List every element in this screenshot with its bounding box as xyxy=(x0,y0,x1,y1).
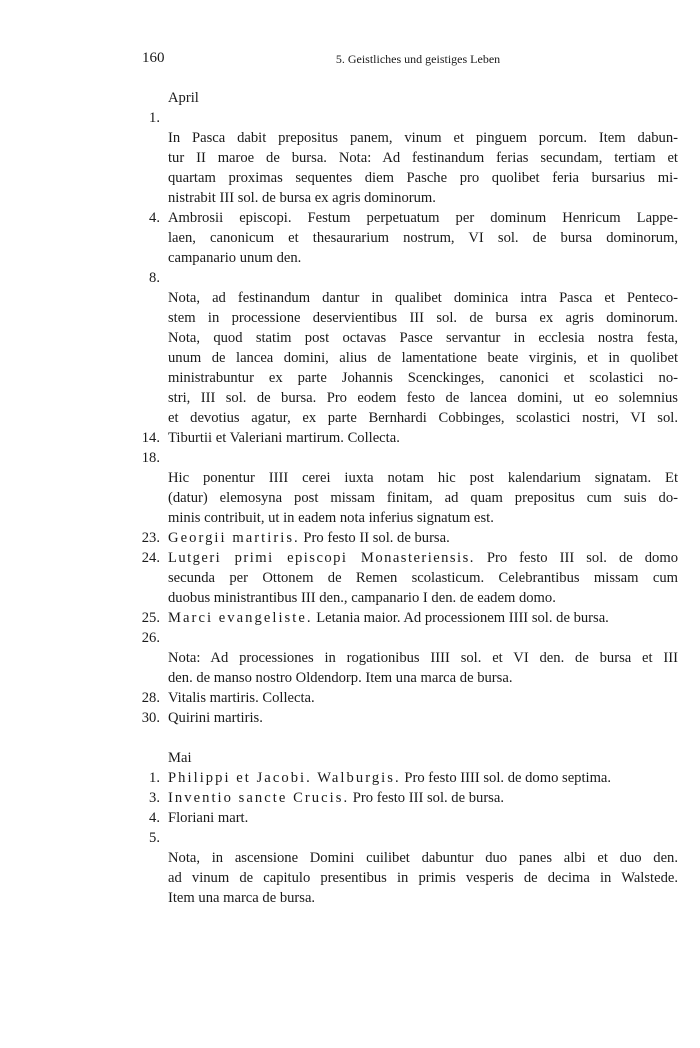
day-number: 8. xyxy=(149,270,160,286)
calendar-entry-april-23 xyxy=(138,528,678,548)
day-number: 4. xyxy=(149,210,160,226)
entry-line: Floriani mart. xyxy=(168,810,249,826)
calendar-entry-april-26 xyxy=(138,628,678,688)
day-number: 23. xyxy=(141,530,160,546)
entry-text: Pro festo IIII sol. de domo septima. xyxy=(400,770,612,786)
entry-line xyxy=(168,608,678,628)
entry-line: stem in processione deservientibus III sol. de bursa ex agris dominorum. xyxy=(168,310,678,326)
calendar-entry-april-24 xyxy=(138,548,678,608)
running-head: 5. Geistliches und geistiges Leben xyxy=(335,52,501,66)
entry-line: Tiburtii et Valeriani martirum. Collecta. xyxy=(168,430,400,446)
entry-line: nistrabit III sol. de bursa ex agris dominorum. xyxy=(168,190,436,206)
day-number: 5. xyxy=(149,830,160,846)
entry-line: ministrabuntur ex parte Johannis Scenckinges, canonici et scolastici no- xyxy=(168,370,678,386)
month-heading-april: April xyxy=(168,90,199,106)
entry-line: stri, III sol. de bursa. Pro eodem festo de lancea domini, ut eo solemnius xyxy=(168,390,678,406)
entry-line: unum de lancea domini, alius de lamentatione beate virginis, et in quolibet xyxy=(168,350,678,366)
month-heading-mai: Mai xyxy=(168,750,192,766)
entry-line: campanario unum den. xyxy=(168,250,302,266)
entry-line: duobus ministrantibus III den., campanario I den. de eadem domo. xyxy=(168,590,556,606)
entry-line: In Pasca dabit prepositus panem, vinum et pinguem porcum. Item dabun- xyxy=(168,130,678,146)
entry-line: minis contribuit, ut in eadem nota inferius signatum est. xyxy=(168,510,494,526)
entry-line xyxy=(168,788,678,808)
day-number: 1. xyxy=(149,110,160,126)
day-number: 18. xyxy=(141,450,160,466)
calendar-entry-april-1 xyxy=(138,108,678,208)
entry-line: Item una marca de bursa. xyxy=(168,890,316,906)
entry-text: Letania maior. Ad processionem IIII sol. de bursa. xyxy=(312,610,609,626)
entry-line: (datur) elemosyna post missam finitam, ad quam prepositus cum suis do- xyxy=(168,490,678,506)
day-number: 28. xyxy=(141,690,160,706)
entry-line: Nota: Ad processiones in rogationibus IIII sol. et VI den. de bursa et III xyxy=(168,650,678,666)
day-number: 14. xyxy=(141,430,160,446)
feast-name: Philippi et Jacobi. Walburgis. xyxy=(168,770,401,786)
entry-line: ad vinum de capitulo presentibus in primis vesperis de decima in Walstede. xyxy=(168,870,678,886)
feast-name: Lutgeri primi episcopi Monasteriensis. xyxy=(168,550,475,566)
entry-line: Ambrosii episcopi. Festum perpetuatum per dominum Henricum Lappe- xyxy=(168,210,678,226)
calendar-entry-april-14 xyxy=(138,428,678,448)
calendar-entry-april-8 xyxy=(138,268,678,428)
day-number: 26. xyxy=(141,630,160,646)
calendar-entry-mai-3 xyxy=(138,788,678,808)
calendar-entry-mai-4 xyxy=(138,808,678,828)
day-number: 1. xyxy=(149,770,160,786)
entry-line: Nota, ad festinandum dantur in qualibet dominica intra Pasca et Penteco- xyxy=(168,290,678,306)
entry-text: Pro festo III sol. de bursa. xyxy=(349,790,504,806)
entry-line: den. de manso nostro Oldendorp. Item una marca de bursa. xyxy=(168,670,513,686)
entry-line: Nota, quod statim post octavas Pasce servantur in ecclesia nostra festa, xyxy=(168,330,678,346)
calendar-body xyxy=(138,88,678,908)
calendar-entry-mai-5 xyxy=(138,828,678,908)
entry-text: Pro festo III sol. de domo xyxy=(474,550,678,566)
entry-line: laen, canonicum et thesaurarium nostrum, VI sol. de bursa dominorum, xyxy=(168,230,678,246)
feast-name: Inventio sancte Crucis. xyxy=(168,790,350,806)
day-number: 4. xyxy=(149,810,160,826)
calendar-entry-april-18 xyxy=(138,448,678,528)
entry-line: tur II maroe de bursa. Nota: Ad festinandum ferias secundam, tertiam et xyxy=(168,150,678,166)
entry-line: secunda per Ottonem de Remen scolasticum. Celebrantibus missam cum xyxy=(168,570,678,586)
entry-line: quartam proximas sequentes diem Pasche pro quolibet feria bursarius mi- xyxy=(168,170,678,186)
day-number: 25. xyxy=(141,610,160,626)
calendar-entry-april-30 xyxy=(138,708,678,728)
day-number: 3. xyxy=(149,790,160,806)
entry-line: et devotius agatur, ex parte Bernhardi Cobbinges, scolastici nostri, VI sol. xyxy=(168,410,678,426)
entry-line: Nota, in ascensione Domini cuilibet dabuntur duo panes albi et duo den. xyxy=(168,850,678,866)
entry-line: Quirini martiris. xyxy=(168,710,263,726)
calendar-entry-april-25 xyxy=(138,608,678,628)
entry-line: Hic ponentur IIII cerei iuxta notam hic post kalendarium signatam. Et xyxy=(168,470,678,486)
entry-line: Vitalis martiris. Collecta. xyxy=(168,690,315,706)
entry-line xyxy=(168,768,678,788)
feast-name: Marci evangeliste. xyxy=(168,610,313,626)
entry-line xyxy=(168,548,678,568)
day-number: 24. xyxy=(141,550,160,566)
entry-line xyxy=(168,528,678,548)
calendar-entry-april-4 xyxy=(138,208,678,268)
page-number: 160 xyxy=(142,50,165,66)
feast-name: Georgii martiris. xyxy=(168,530,300,546)
entry-text: Pro festo II sol. de bursa. xyxy=(299,530,450,546)
page-header xyxy=(142,50,674,72)
calendar-entry-mai-1 xyxy=(138,768,678,788)
day-number: 30. xyxy=(141,710,160,726)
calendar-entry-april-28 xyxy=(138,688,678,708)
